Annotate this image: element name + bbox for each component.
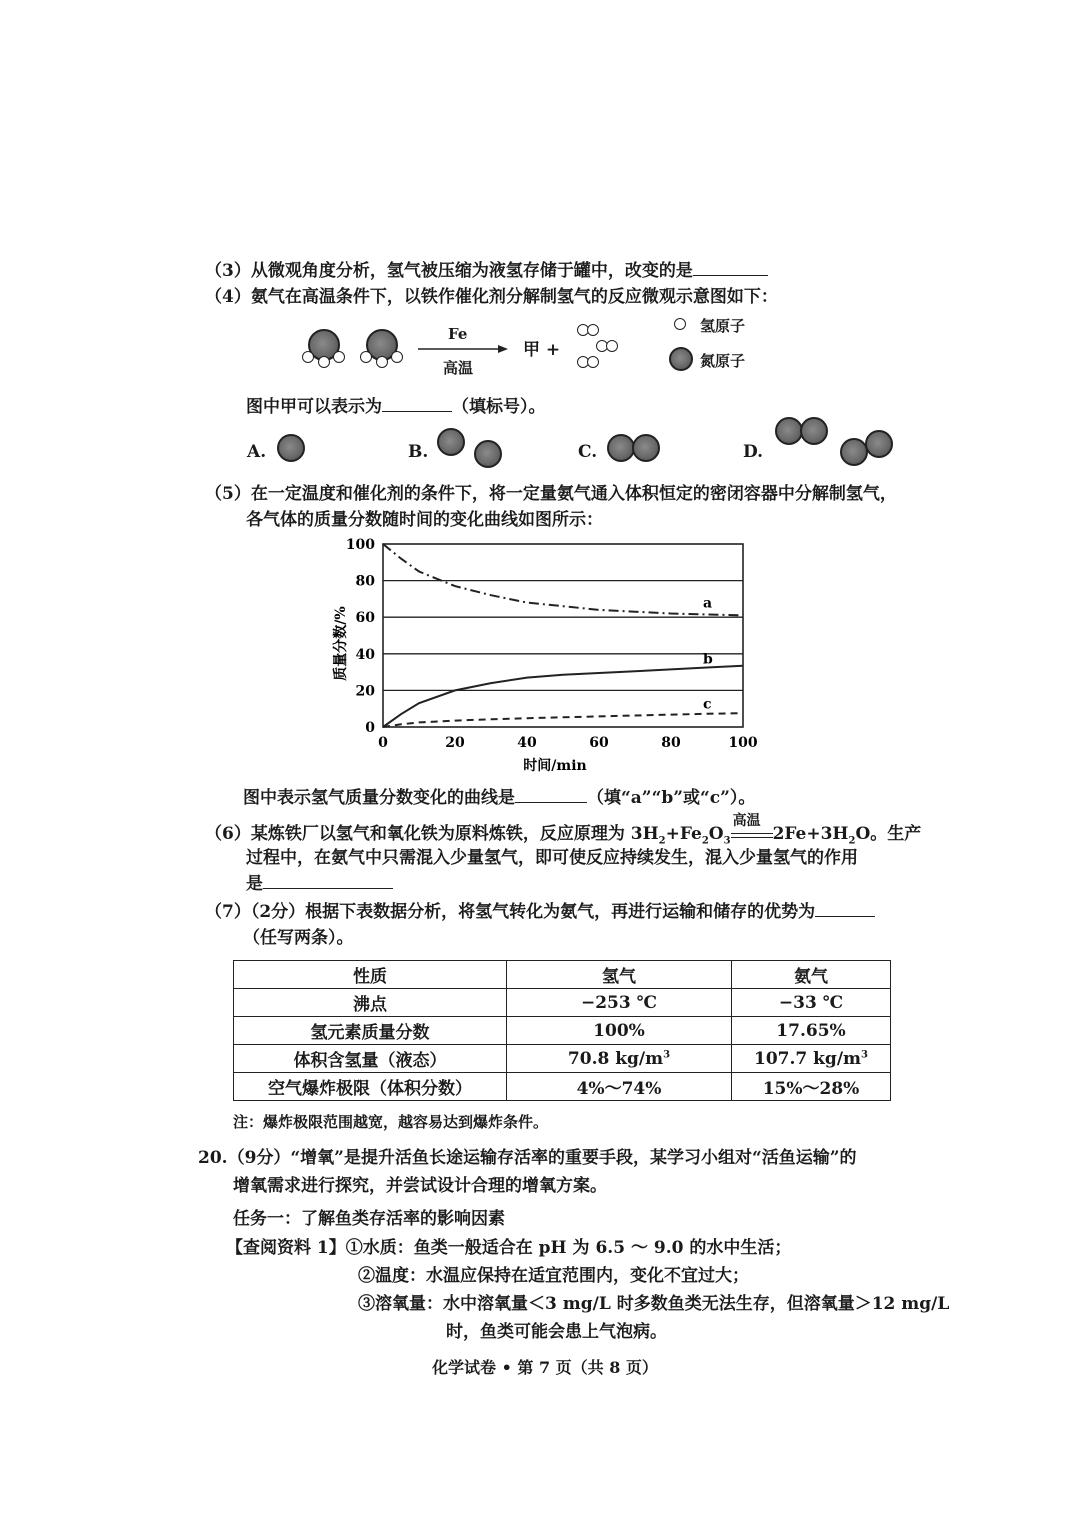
y-tick-label: 60: [355, 610, 375, 627]
option-d-nitrogen-icon: [840, 438, 868, 466]
q4-prompt: 图中甲可以表示为: [246, 397, 382, 417]
q6-text-c: O: [708, 824, 724, 844]
y-tick-label: 100: [345, 537, 375, 553]
q5-prompt: 图中表示氢气质量分数变化的曲线是: [243, 788, 515, 808]
table-cell: 17.65%: [732, 1017, 891, 1045]
option-d-nitrogen-icon: [800, 417, 828, 445]
x-tick-label: 40: [517, 735, 537, 751]
series-line-a: [383, 544, 743, 615]
q4-prompt-line: [246, 393, 546, 419]
legend-nitrogen-icon: [669, 347, 693, 371]
legend-hydrogen-label: 氢原子: [700, 317, 746, 335]
y-tick-label: 40: [355, 646, 375, 663]
option-c-nitrogen-icon: [632, 434, 660, 462]
x-tick-label: 20: [445, 735, 465, 751]
series-label-b: b: [703, 651, 713, 668]
y-tick-label: 0: [365, 720, 375, 736]
hydrogen-atom-icon: [391, 351, 403, 363]
q5-line1: （5）在一定温度和催化剂的条件下，将一定量氨气通入体积恒定的密闭容器中分解制氢气，: [205, 484, 897, 504]
q5-line2: 各气体的质量分数随时间的变化曲线如图所示：: [246, 510, 603, 530]
q20-ref2: ②温度：水温应保持在适宜范围内，变化不宜过大；: [358, 1266, 749, 1286]
table-row: [234, 1017, 891, 1045]
x-tick-label: 0: [378, 735, 388, 751]
q3-line: [205, 257, 768, 283]
hydrogen-atom-icon: [360, 351, 372, 363]
mass-fraction-chart: [325, 532, 765, 777]
option-b-nitrogen-icon: [437, 428, 465, 456]
option-c-nitrogen-icon: [607, 434, 635, 462]
legend-hydrogen-icon: [674, 318, 686, 330]
table-header-cell: 性质: [234, 961, 507, 989]
catalyst-label: Fe: [448, 325, 468, 343]
table-cell: 体积含氢量（液态）: [234, 1045, 507, 1073]
table-cell: −253 ℃: [507, 989, 732, 1017]
hydrogen-atom-icon: [333, 351, 345, 363]
option-b-label[interactable]: B.: [408, 442, 429, 462]
q6-sub: 2: [701, 835, 709, 847]
option-a-label[interactable]: A.: [247, 442, 267, 462]
option-b-nitrogen-icon: [474, 440, 502, 468]
hydrogen-atom-icon: [318, 356, 330, 368]
q7-answer-blank[interactable]: [815, 898, 875, 917]
q4-prompt-tail: （填标号）。: [452, 397, 546, 417]
hydrogen-atom-icon: [302, 351, 314, 363]
q6-text-a: （6）某炼铁厂以氢气和氧化铁为原料炼铁，反应原理为 3H: [205, 824, 659, 844]
table-row: [234, 989, 891, 1017]
series-label-c: c: [703, 696, 712, 713]
q20-line2: 增氧需求进行探究，并尝试设计合理的增氧方案。: [233, 1176, 607, 1196]
product-jia: 甲 +: [523, 340, 561, 360]
table-header-cell: 氨气: [732, 961, 891, 989]
option-d-nitrogen-icon: [775, 417, 803, 445]
option-d-nitrogen-icon: [865, 430, 893, 458]
q3-answer-blank[interactable]: [693, 257, 768, 276]
x-tick-label: 60: [589, 735, 609, 751]
table-cell: 100%: [507, 1017, 732, 1045]
q7-line2: （任写两条）。: [243, 928, 354, 948]
option-c-label[interactable]: C.: [578, 442, 598, 462]
q4-answer-blank[interactable]: [382, 393, 452, 412]
hydrogen-atom-icon: [587, 356, 599, 368]
q20-ref4: 时，鱼类可能会患上气泡病。: [446, 1322, 667, 1342]
q5-answer-blank[interactable]: [515, 784, 587, 803]
q20-line1: 20.（9分）“增氧”是提升活鱼长途运输存活率的重要手段，某学习小组对“活鱼运输”的: [198, 1148, 857, 1168]
table-cell-value: 107.7 kg/m: [754, 1048, 862, 1069]
hydrogen-atom-icon: [587, 324, 599, 336]
y-axis-label: 质量分数/%: [333, 606, 349, 681]
table-note: 注：爆炸极限范围越宽，越容易达到爆炸条件。: [233, 1113, 549, 1131]
q6-line2: 过程中，在氨气中只需混入少量氢气，即可使反应持续发生，混入少量氢气的作用: [246, 848, 858, 868]
equation-arrow: [731, 813, 773, 838]
q20-ref1: 【查阅资料 1】①水质：鱼类一般适合在 pH 为 6.5 ～ 9.0 的水中生活；: [226, 1238, 792, 1258]
option-d-label[interactable]: D.: [743, 442, 764, 462]
properties-table: [233, 960, 891, 1101]
table-cell-value: 70.8 kg/m: [567, 1048, 664, 1069]
table-cell: 4%～74%: [507, 1073, 732, 1101]
series-label-a: a: [703, 595, 713, 612]
option-a-nitrogen-icon: [277, 434, 305, 462]
unit-sup: 3: [861, 1048, 868, 1060]
q20-ref3: ③溶氧量：水中溶氧量＜3 mg/L 时多数鱼类无法生存，但溶氧量＞12 mg/L: [358, 1294, 950, 1314]
q7-text: （7）（2分）根据下表数据分析，将氢气转化为氨气，再进行运输和储存的优势为: [205, 902, 816, 922]
series-line-c: [383, 713, 743, 727]
unit-sup: 3: [663, 1048, 671, 1060]
q6-sub: 3: [723, 835, 731, 847]
q5-prompt-tail: （填“a”“b”或“c”）。: [587, 788, 756, 808]
q5-prompt-line: [243, 784, 755, 810]
x-tick-label: 80: [661, 735, 681, 751]
q6-sub: 2: [658, 835, 666, 847]
table-header-row: [234, 961, 891, 989]
table-cell: 空气爆炸极限（体积分数）: [234, 1073, 507, 1101]
x-axis-label: 时间/min: [523, 758, 587, 774]
hydrogen-atom-icon: [376, 356, 388, 368]
page-footer: 化学试卷 • 第 7 页（共 8 页）: [432, 1358, 658, 1377]
condition-label: 高温: [443, 359, 474, 377]
table-cell: 氢元素质量分数: [234, 1017, 507, 1045]
q6-line3: [246, 870, 393, 896]
y-tick-label: 20: [355, 683, 375, 700]
q6-text-e: O。生产: [855, 824, 922, 844]
table-row: [234, 1073, 891, 1101]
table-cell: 沸点: [234, 989, 507, 1017]
x-tick-label: 100: [728, 735, 758, 751]
q3-text: （3）从微观角度分析，氢气被压缩为液氢存储于罐中，改变的是: [205, 261, 693, 281]
q6-text-d: 2Fe+3H: [772, 824, 849, 844]
y-tick-label: 80: [355, 573, 375, 590]
table-header-cell: 氢气: [507, 961, 732, 989]
q6-sub: 2: [848, 835, 856, 847]
table-cell: 15%～28%: [732, 1073, 891, 1101]
q4-line: （4）氨气在高温条件下，以铁作催化剂分解制氢气的反应微观示意图如下：: [205, 287, 778, 307]
reaction-arrow-icon: [418, 343, 508, 355]
table-cell: [732, 1045, 891, 1073]
plot-frame: [383, 544, 743, 727]
table-row: [234, 1045, 891, 1073]
hydrogen-atom-icon: [606, 340, 618, 352]
q7-line1: [205, 898, 875, 924]
table-cell: −33 ℃: [732, 989, 891, 1017]
legend-nitrogen-label: 氮原子: [700, 352, 746, 370]
q6-text-b: +Fe: [665, 824, 702, 844]
q20-task: 任务一：了解鱼类存活率的影响因素: [233, 1209, 505, 1229]
equation-condition: 高温: [732, 813, 761, 829]
table-cell: [507, 1045, 732, 1073]
q6-text-shi: 是: [246, 874, 263, 894]
q6-answer-blank[interactable]: [263, 870, 393, 889]
